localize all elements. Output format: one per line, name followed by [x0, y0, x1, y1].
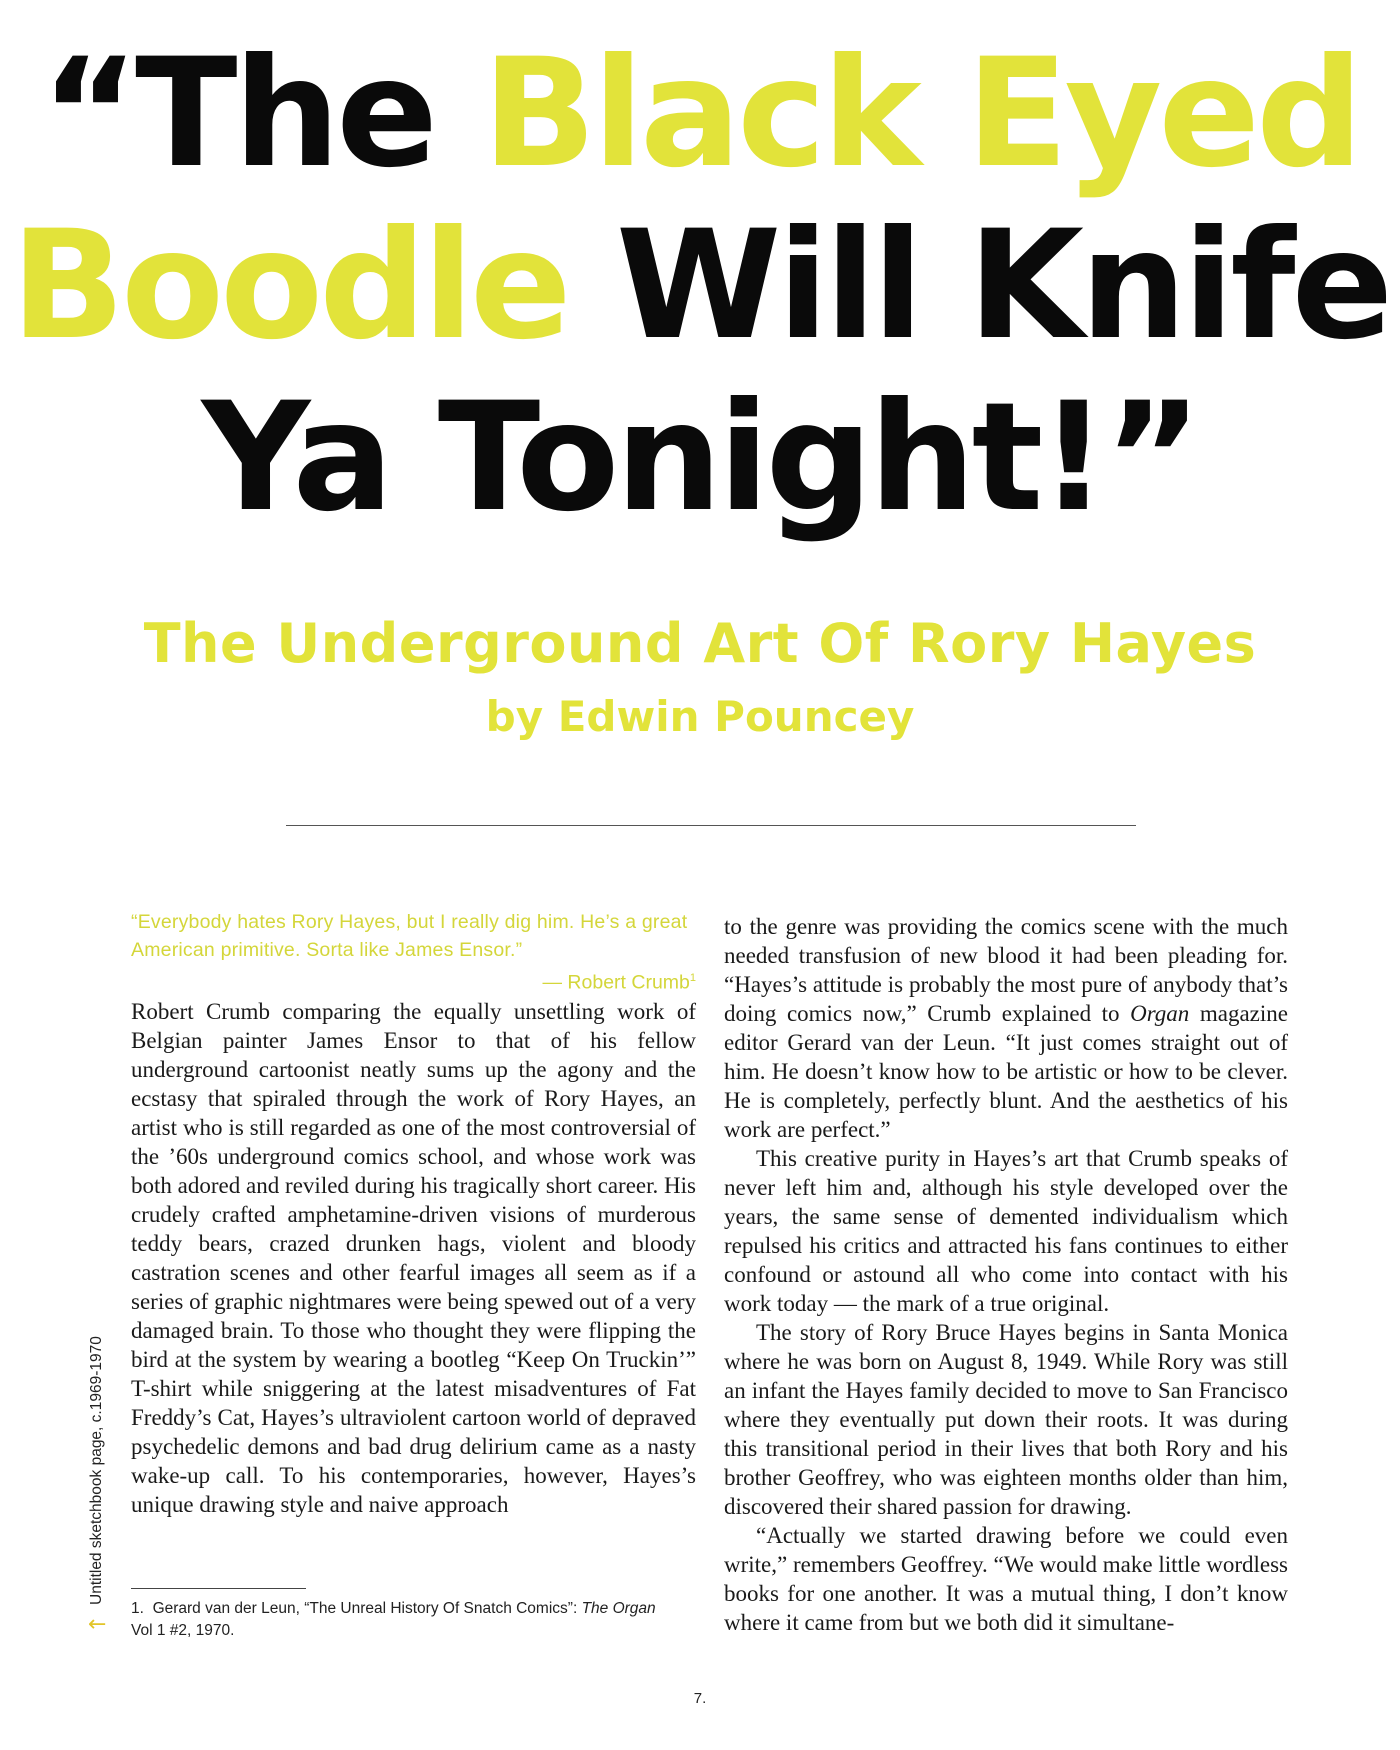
attribution-text: — Robert Crumb	[542, 971, 690, 994]
footnote	[131, 1598, 671, 1642]
headline-text-yellow: Black Eyed	[482, 27, 1360, 201]
body-text: to the genre was providing the comics scene with the much needed transfusion of new blood it had been pleading for. “Hayes’s attitude is probably the most pure of anybody that’s doing comics now,” Crumb explained to	[724, 914, 1288, 1026]
headline-text-dark: Will Knife	[615, 199, 1390, 373]
epigraph-quote: “Everybody hates Rory Hayes, but I really dig him. He’s a great American primitive. Sorta like James Ensor.”	[131, 911, 688, 961]
image-caption: Untitled sketchbook page, c.1969-1970	[88, 1336, 105, 1605]
publication-title: Organ	[1130, 1001, 1190, 1026]
byline: by Edwin Pouncey	[485, 692, 915, 741]
subtitle: The Underground Art Of Rory Hayes	[143, 612, 1257, 675]
divider-rule	[286, 825, 1136, 826]
headline-line-1	[0, 28, 1400, 200]
footnote-reference[interactable]: 1	[689, 972, 696, 984]
footnote-rule	[131, 1588, 306, 1589]
footnote-text: Vol 1 #2, 1970.	[131, 1622, 235, 1639]
headline	[0, 28, 1400, 544]
body-paragraph: “Actually we started drawing before we could even write,” remembers Geoffrey. “We would make little wordless books for one another. It was a mutual thing, I don’t know where it came from but we both did it simultane-	[724, 1523, 1289, 1635]
body-paragraph: Robert Crumb comparing the equally unsettling work of Belgian painter James Ensor to that of his fellow underground cartoonist neatly sums up the agony and the ecstasy that spiraled through the work of Rory Hayes, an artist who is still regarded as one of the most controversial of the ’60s underground comics school, and whose work was both adored and reviled during his tragically short career. His crudely crafted amphetamine-driven visions of murderous teddy bears, crazed drunken hags, violent and bloody castration scenes and other fearful images all seem as if a series of graphic nightmares were being spewed out of a very damaged brain. To those who thought they were flipping the bird at the system by wearing a bootleg “Keep On Truckin’” T-shirt while sniggering at the latest misadventures of Fat Freddy’s Cat, Hayes’s ultraviolent cartoon world of depraved psychedelic demons and bad drug delirium came as a nasty wake-up call. To his contemporaries, however, Hayes’s unique drawing style and naive approach	[131, 998, 696, 1517]
epigraph-attribution	[131, 964, 696, 997]
right-column	[724, 912, 1288, 1637]
body-paragraph: This creative purity in Hayes’s art that Crumb speaks of never left him and, although his style developed over the years, the same sense of demented individualism which repulsed his critics and attracted his fans continues to either confound or astound all who come into contact with his work today — the mark of a true original.	[724, 1146, 1288, 1316]
headline-text-dark: Ya Tonight!”	[201, 371, 1199, 545]
left-column	[131, 908, 696, 1519]
page-number: 7.	[693, 1690, 707, 1707]
headline-text-dark: “The	[40, 27, 483, 201]
body-text: magazine editor Gerard van der Leun. “It just comes straight out of him. He doesn’t know how to be artistic or how to be clever. He is completely, perfectly blunt. And the aesthetics of his work are perfect.”	[724, 1001, 1288, 1142]
body-paragraph	[724, 912, 1288, 1144]
footnote-publication: The Organ	[581, 1600, 656, 1617]
headline-line-2	[0, 200, 1400, 372]
body-paragraph: The story of Rory Bruce Hayes begins in Santa Monica where he was born on August 8, 1949. While Rory was still an infant the Hayes family decided to move to San Francisco where they eventually put down their roots. It was during this transitional period in their lives that both Rory and his brother Geoffrey, who was eighteen months older than him, discovered their shared passion for drawing.	[724, 1320, 1288, 1519]
arrow-left-icon: ←	[88, 1612, 107, 1637]
footnote-text: Gerard van der Leun, “The Unreal History Of Snatch Comics”:	[152, 1600, 582, 1617]
headline-text-yellow: Boodle	[10, 199, 616, 373]
headline-line-3	[0, 372, 1400, 544]
footnote-number: 1.	[131, 1600, 144, 1617]
